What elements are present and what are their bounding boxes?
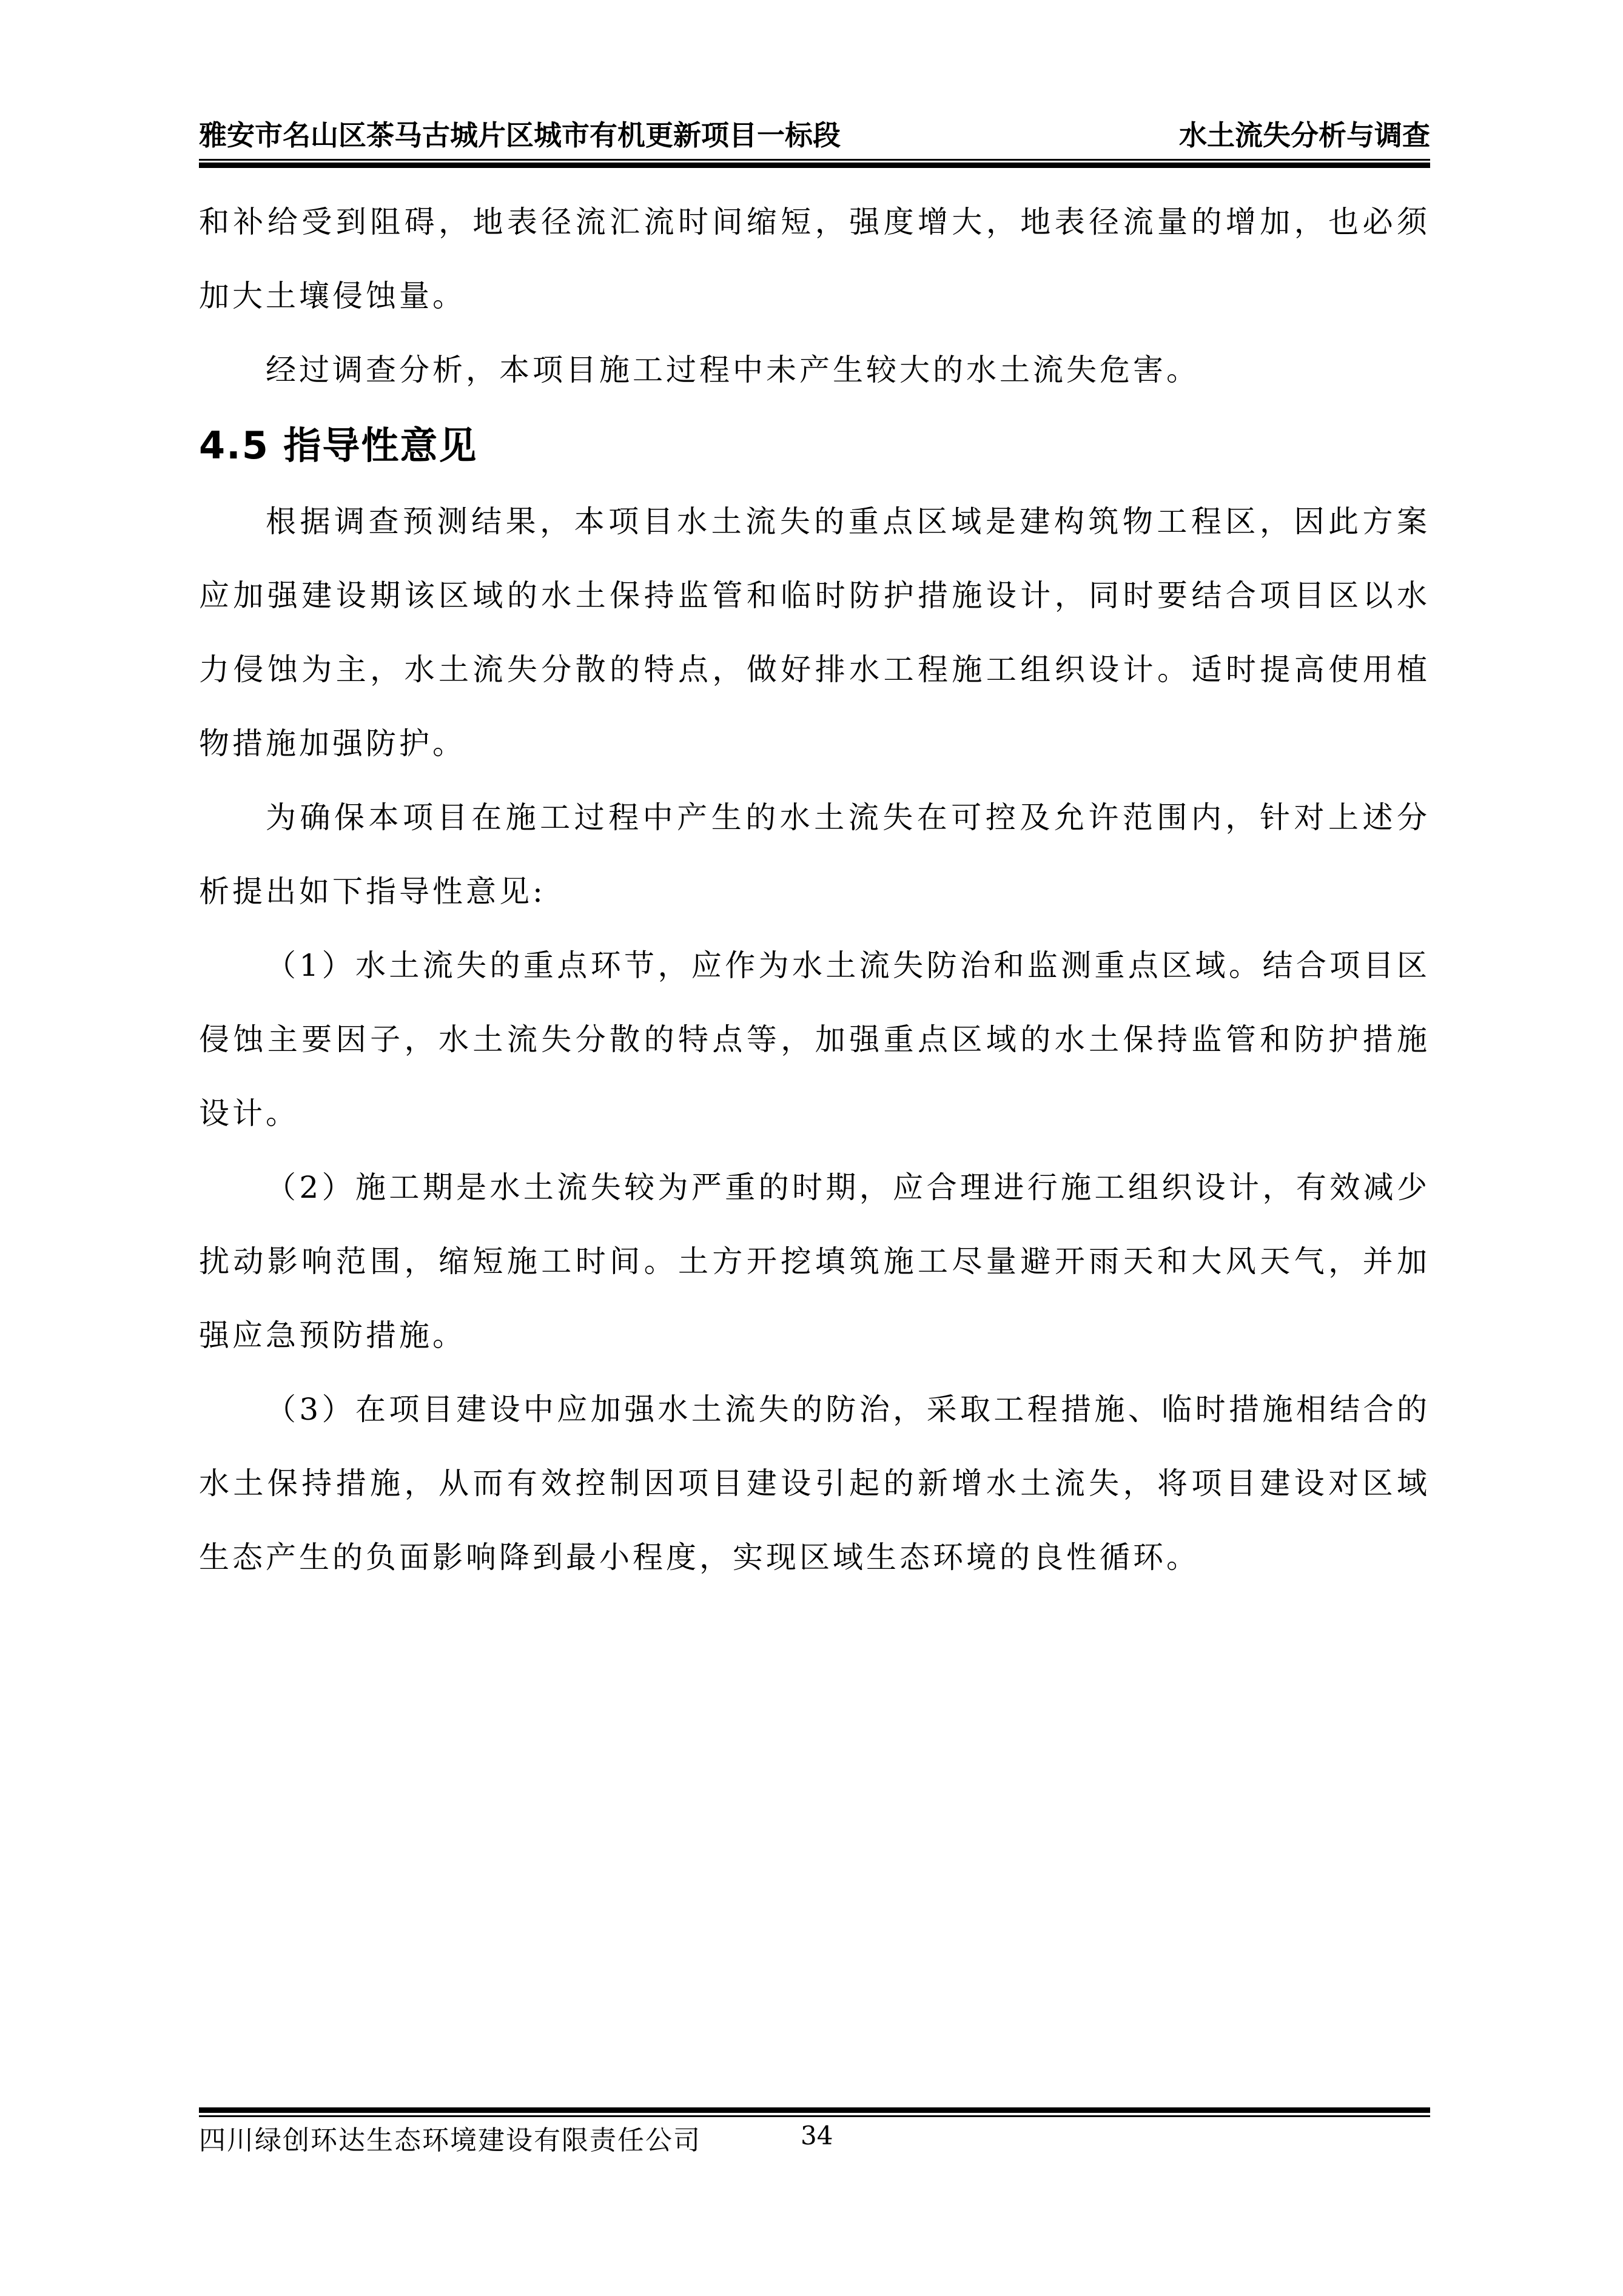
paragraph-guidance-intro: 为确保本项目在施工过程中产生的水土流失在可控及允许范围内，针对上述分析提出如下指导性意见: (199, 800, 1430, 909)
paragraph-continued: 和补给受到阻碍，地表径流汇流时间缩短，强度增大，地表径流量的增加，也必须加大土壤侵蚀量。 (199, 204, 1430, 314)
page-number: 34 (801, 2121, 833, 2150)
header-rule-thin (199, 159, 1430, 161)
document-body (199, 185, 1430, 1594)
section-heading: 4.5 指导性意见 (199, 423, 478, 468)
footer-rule-thick (199, 2107, 1430, 2113)
guidance-item-3: （3）在项目建设中应加强水土流失的防治，采取工程措施、临时措施相结合的水土保持措施，从而有效控制因项目建设引起的新增水土流失，将项目建设对区域生态产生的负面影响降到最小程度，实现区域生态环境的良性循环。 (199, 1392, 1430, 1575)
guidance-item-1: （1）水土流失的重点环节，应作为水土流失防治和监测重点区域。结合项目区侵蚀主要因子，水土流失分散的特点等，加强重点区域的水土保持监管和防护措施设计。 (199, 948, 1430, 1131)
footer-company: 四川绿创环达生态环境建设有限责任公司 (199, 2125, 701, 2156)
header-project-title: 雅安市名山区茶马古城片区城市有机更新项目一标段 (199, 119, 841, 152)
header-rule-thick (199, 163, 1430, 168)
footer-rule-thin (199, 2115, 1430, 2117)
header-chapter-title: 水土流失分析与调查 (1179, 119, 1430, 152)
paragraph-survey-conclusion: 经过调查分析，本项目施工过程中未产生较大的水土流失危害。 (266, 352, 1200, 388)
page-header (199, 114, 1430, 156)
guidance-item-2: （2）施工期是水土流失较为严重的时期，应合理进行施工组织设计，有效减少扰动影响范围，缩短施工时间。土方开挖填筑施工尽量避开雨天和大风天气，并加强应急预防措施。 (199, 1170, 1430, 1353)
paragraph-prediction-results: 根据调查预测结果，本项目水土流失的重点区域是建构筑物工程区，因此方案应加强建设期该区域的水土保持监管和临时防护措施设计，同时要结合项目区以水力侵蚀为主，水土流失分散的特点，做好排水工程施工组织设计。适时提高使用植物措施加强防护。 (199, 504, 1430, 761)
